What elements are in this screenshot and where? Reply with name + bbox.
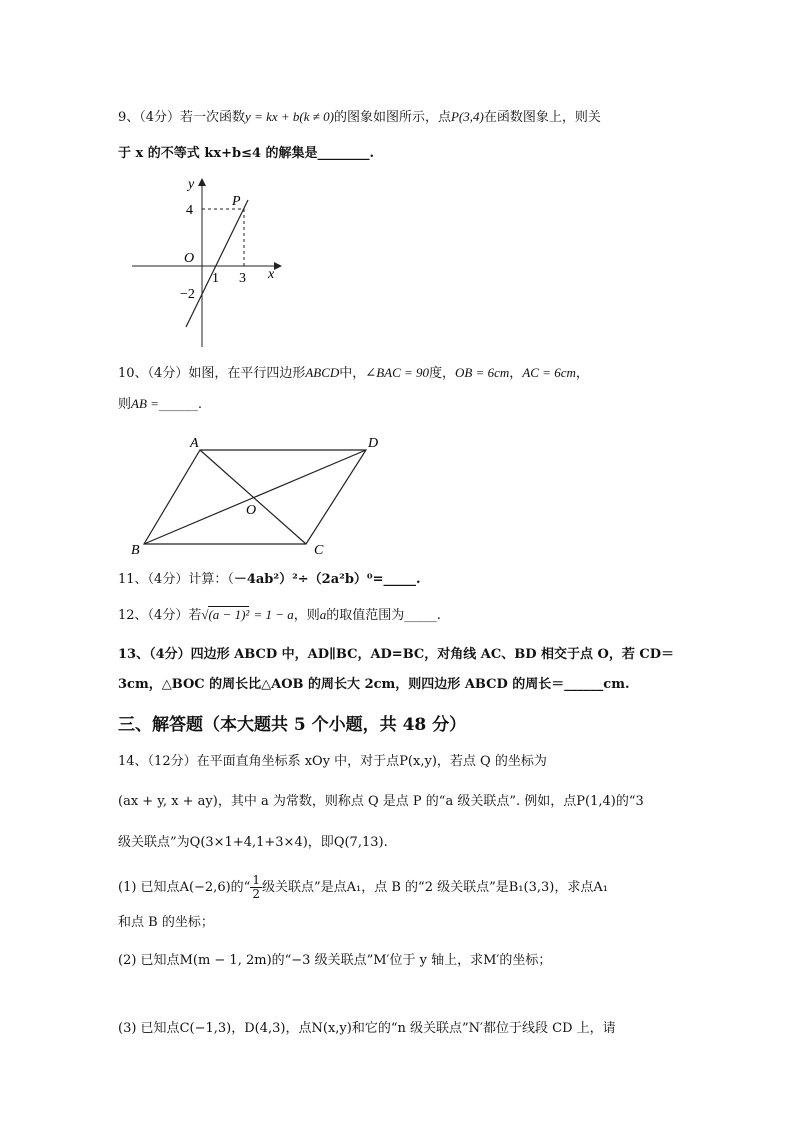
- tick-label-4: 4: [186, 203, 193, 218]
- q14-text: 14、（12分）在平面直角坐标系 xOy 中，对于点: [118, 754, 400, 769]
- q14-fraction: [250, 874, 262, 901]
- q14-part3-sep: ，: [231, 1021, 245, 1036]
- q10-abcd: ABCD: [305, 365, 340, 380]
- q10-line1: [118, 364, 589, 383]
- q14-line3-end: .: [383, 835, 388, 850]
- q14-line3-mid: ，即: [307, 835, 334, 850]
- q14-part2-mid2: 位于 y 轴上，求: [389, 953, 484, 968]
- q12-text: 12、（4分）若: [118, 608, 202, 623]
- q9-graph: [128, 172, 288, 352]
- vertex-d-label: D: [368, 436, 379, 451]
- q10-ac: AC = 6cm: [522, 365, 576, 380]
- q14-part3-c: C(−1,3): [179, 1021, 232, 1036]
- q14-part3: [118, 1020, 616, 1038]
- diagonal-bd: [144, 450, 366, 544]
- q9-line1: [118, 108, 601, 127]
- q10-line2-pre: 则: [118, 397, 132, 412]
- q10-deg: 度，: [429, 366, 456, 381]
- q9-text-mid: 的图象如图所示，点: [333, 110, 451, 125]
- q14-line2-end: 的“3: [615, 794, 644, 809]
- q10-ob: OB = 6cm: [455, 365, 510, 380]
- q12-radicand: (a − 1)²: [208, 607, 250, 622]
- fraction-numerator: 1: [252, 873, 260, 887]
- q10-end: ，: [575, 366, 589, 381]
- q14-part2-end: 的坐标；: [499, 953, 552, 968]
- q14-line2: [118, 793, 644, 811]
- q11-line: [118, 571, 421, 589]
- q14-line3-q: Q(3×1+4,1+3×4): [189, 835, 308, 850]
- q12-mid: ，则: [293, 608, 320, 623]
- section-title: 三、解答题（本大题共 5 个小题，共 48 分）: [118, 715, 467, 735]
- q14-line2-text: ，其中 a 为常数，则称点 Q 是点 P 的“a 级关联点”. 例如，点: [217, 794, 577, 809]
- q10-figure: [128, 428, 388, 563]
- q12-post: 的取值范围为_____.: [326, 608, 441, 623]
- fraction-denominator: 2: [252, 887, 260, 901]
- q14-part3-mid: ，点: [285, 1021, 312, 1036]
- q14-line1: [118, 753, 547, 771]
- q14-part1-mid2: 级关联点”是点: [261, 880, 347, 895]
- y-axis-label: y: [188, 177, 195, 192]
- tick-label-3: 3: [239, 271, 246, 286]
- diagonal-ac: [200, 450, 306, 544]
- q14-part1-line1: [118, 874, 608, 901]
- q14-part1-mid3: ，点 B 的“2 级关联点”是: [361, 880, 509, 895]
- q14-part2-mid: 的“−3 级关联点”: [271, 953, 374, 968]
- origin-label: O: [184, 251, 195, 266]
- q14-text-post: ，若点 Q 的坐标为: [436, 754, 547, 769]
- q14-part3-mid2: 和它的“n 级关联点”: [351, 1021, 469, 1036]
- y-axis-arrow: [198, 178, 206, 186]
- q14-part3-n1: N′: [468, 1021, 483, 1036]
- q14-part1-a1: A₁: [346, 880, 362, 895]
- q14-line3-q2: Q(7,13): [333, 835, 384, 850]
- q10-text: 10、（4分）如图，在平行四边形: [118, 366, 306, 381]
- vertex-b-label: B: [131, 543, 140, 558]
- q14-part3-pre: (3) 已知点: [118, 1021, 180, 1036]
- q10-blank: ______.: [158, 397, 203, 412]
- q14-part1-pre: (1) 已知点: [118, 880, 180, 895]
- q13-line1: 13、（4分）四边形 ABCD 中，AD∥BC，AD=BC，对角线 AC、BD 相交于点 O，若 CD＝: [118, 647, 675, 662]
- q14-part2-pre: (2) 已知点: [118, 953, 180, 968]
- q9-text-post: 在函数图象上，则关: [483, 110, 601, 125]
- q11-expr: －4ab²）²÷（2a²b）⁰=_____.: [233, 572, 421, 587]
- vertex-c-label: C: [314, 543, 324, 558]
- q9-function-expr: y = kx + b(k ≠ 0): [245, 109, 334, 124]
- q14-part3-end: 都位于线段 CD 上，请: [482, 1021, 616, 1036]
- q11-text: 11、（4分）计算：（: [118, 572, 234, 587]
- q14-line3: [118, 834, 388, 852]
- function-line: [186, 200, 248, 327]
- q14-part2: [118, 952, 551, 970]
- q14-part1-a1b: A₁: [593, 880, 608, 895]
- q14-part2-m: M(m − 1, 2m): [179, 953, 272, 968]
- q12-var: a: [319, 607, 327, 622]
- center-o-label: O: [246, 503, 257, 518]
- q14-part1-b1: B₁(3,3): [508, 880, 555, 895]
- q12-eq: = 1 − a: [253, 607, 294, 622]
- q14-part1-mid1: 的“: [230, 880, 251, 895]
- q14-point-p: P(x,y): [399, 754, 437, 769]
- q10-ab: AB =: [131, 396, 159, 411]
- q14-line3-pre: 级关联点”为: [118, 835, 190, 850]
- q10-angle: ∠BAC = 90: [365, 365, 430, 380]
- x-axis-arrow: [274, 262, 282, 270]
- q14-part3-n: N(x,y): [311, 1021, 352, 1036]
- q14-part3-d: D(4,3): [244, 1021, 286, 1036]
- q14-part1-a: A(−2,6): [179, 880, 231, 895]
- tick-label-1: 1: [212, 271, 219, 286]
- q10-line2: [118, 395, 202, 414]
- q9-point: P(3,4): [450, 109, 484, 124]
- tick-label-neg2: −2: [180, 287, 195, 302]
- q10-text-mid: 中，: [339, 366, 366, 381]
- q14-part1-line2: 和点 B 的坐标；: [118, 915, 214, 930]
- q10-sep: ，: [509, 366, 523, 381]
- q14-part2-m2: M′: [483, 953, 500, 968]
- x-axis-label: x: [268, 267, 275, 282]
- q12-line: [118, 606, 441, 625]
- q14-part2-m1: M′: [373, 953, 390, 968]
- q14-part1-mid4: ，求点: [554, 880, 594, 895]
- q9-text: 9、（4分）若一次函数: [118, 110, 246, 125]
- point-p-label: P: [232, 194, 241, 209]
- vertex-a-label: A: [190, 436, 199, 451]
- q14-coord: (ax + y, x + ay): [118, 794, 218, 809]
- q9-line2: 于 x 的不等式 kx+b≤4 的解集是________.: [118, 146, 375, 161]
- q12-sqrt: √(a − 1)²: [201, 607, 250, 622]
- q13-line2: 3cm，△BOC 的周长比△AOB 的周长大 2cm，则四边形 ABCD 的周长＝______cm.: [118, 677, 630, 692]
- q14-line2-point: P(1,4): [576, 794, 616, 809]
